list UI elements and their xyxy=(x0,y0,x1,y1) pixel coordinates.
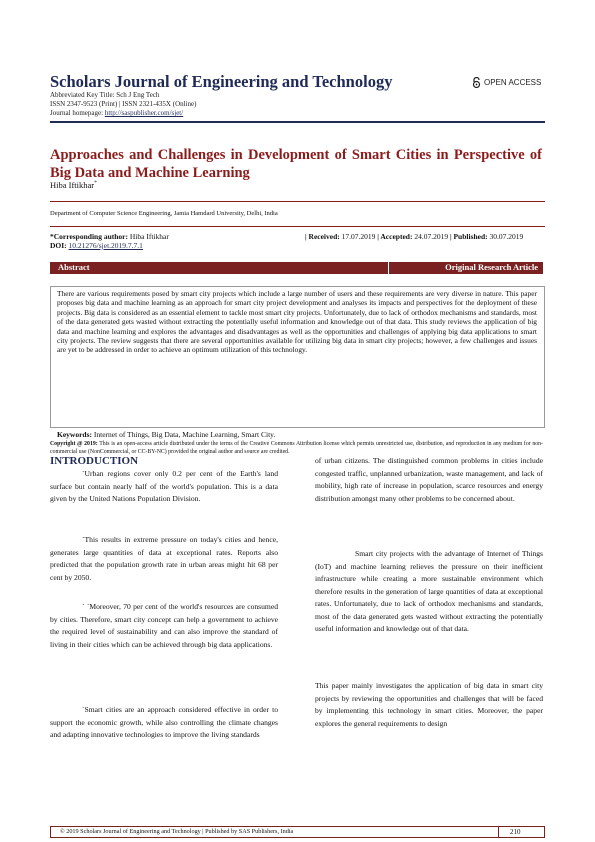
page-number: 210 xyxy=(510,828,521,836)
header-divider xyxy=(50,121,545,123)
copyright-label: Copyright @ 2019: xyxy=(50,441,98,447)
author-mark: * xyxy=(94,180,97,187)
journal-abbrev: Abbreviated Key Title: Sch J Eng Tech xyxy=(50,91,160,99)
corresponding-author xyxy=(50,232,169,241)
affiliation-divider xyxy=(50,226,545,227)
abstract-bar xyxy=(50,262,543,274)
right-paragraph-3: This paper mainly investigates the application of big data in smart city projects by reviewing the opportunities and challenges that will be faced by implementing this technology in smart cities. Moreover, the paper explores the general requirements to design xyxy=(315,681,543,728)
author-line xyxy=(50,180,97,190)
copyright-notice xyxy=(50,441,543,456)
left-paragraph-4: `Smart cities are an approach considered effective in order to support the economic growth, while also controlling the climate changes and adapting innovative technologies to improve the living standards xyxy=(50,705,278,739)
received-date: 17.07.2019 xyxy=(341,232,376,241)
title-divider xyxy=(50,201,545,202)
corr-label: *Corresponding author: xyxy=(50,232,128,241)
right-paragraph-2: Smart city projects with the advantage of Internet of Things (IoT) and machine learning relieves the pressure on their inefficient infrastructure while creating a more sustainable environment which therefore results in the generation of large quantities of data at exceptional rates. Unfortunately, due to lack of orthodox mechanisms and standards, most of the data generated gets wasted without extracting the potentially useful information and knowledge out of that data. xyxy=(315,549,543,633)
abstract-label: Abstract xyxy=(58,262,90,272)
open-access-lock-icon xyxy=(472,77,481,88)
article-type-label: Original Research Article xyxy=(445,262,538,272)
keywords-line xyxy=(57,430,275,439)
footer-text: © 2019 Scholars Journal of Engineering and Technology | Published by SAS Publishers, India xyxy=(60,828,294,835)
open-access-badge xyxy=(472,77,541,88)
left-paragraph-1: `Urban regions cover only 0.2 per cent of the Earth's land surface but contain nearly half of the world's population. This is a data given by the United Nations Population Division. xyxy=(50,469,278,503)
homepage-label: Journal homepage: xyxy=(50,109,104,117)
received-label: | Received: xyxy=(305,232,340,241)
corr-name: Hiba Iftikhar xyxy=(129,232,169,241)
accepted-date: 24.07.2019 xyxy=(414,232,449,241)
left-paragraph-2: `This results in extreme pressure on today's cities and hence, generates large quantities of data at exceptional rates. Reports also predicted that the population growth rate in urban areas might hit 68 per cent by 2050. xyxy=(50,535,278,582)
introduction-heading: INTRODUCTION xyxy=(50,455,139,467)
correspondence-block xyxy=(50,232,169,250)
author-name: Hiba Iftikhar xyxy=(50,180,95,190)
published-date: 30.07.2019 xyxy=(489,232,524,241)
dates-line xyxy=(305,232,523,241)
paper-title: Approaches and Challenges in Development of Smart Cities in Perspective of Big Data and Machine Learning xyxy=(50,147,542,181)
journal-issn: ISSN 2347-9523 (Print) | ISSN 2321-435X (Online) xyxy=(50,100,197,108)
keywords-label: Keywords: xyxy=(57,430,92,439)
published-label: | Published: xyxy=(449,232,488,241)
doi-label: DOI: xyxy=(50,241,67,250)
keywords-text: Internet of Things, Big Data, Machine Learning, Smart City. xyxy=(93,430,276,439)
right-paragraph-1: of urban citizens. The distinguished common problems in cities include congested traffic, unplanned urbanization, waste management, and lack of mobility, high rate of increase in population, scarce resources and energy distribution amongst many other problems to be concerned about. xyxy=(315,456,543,503)
journal-homepage xyxy=(50,109,183,117)
doi-line xyxy=(50,241,169,250)
homepage-link[interactable]: http://saspublisher.com/sjet/ xyxy=(104,109,184,117)
journal-title: Scholars Journal of Engineering and Technology xyxy=(50,72,393,91)
left-paragraph-3: ` `Moreover, 70 per cent of the world's resources are consumed by cities. Therefore, smart city concept can help a government to achieve the required level of sustainability and can also improve the standard of living in their cities which can be achieved through big data applications. xyxy=(50,602,278,649)
affiliation: Department of Computer Science Engineering, Jamia Hamdard University, Delhi, India xyxy=(50,210,278,217)
abstract-text: There are various requirements posed by smart city projects which include a large number of users and these requirements are very diverse in nature. This paper proposes big data and machine learning as an approach for smart city project development and analyses its impacts and perspectives for the deployment of these projects. Big data is considered as an essential element to tackle most smart city projects. Unfortunately, due to lack of orthodox mechanisms and standards, most of the data generated gets wasted without extracting the potentially useful information and knowledge out of that data. This study reviews the application of big data and machine learning and explores the advantages and disadvantages as well as the opportunities and challenges of applying big data applications to smart city projects. The review suggests that there are several opportunities available for utilizing big data in smart city projects; however, a few challenges and issues are yet to be addressed in order to achieve an optimum utilization of this technology. xyxy=(57,289,537,355)
accepted-label: | Accepted: xyxy=(377,232,413,241)
open-access-label: OPEN ACCESS xyxy=(484,78,542,87)
copyright-text: This is an open-access article distributed under the terms of the Creative Commons Attribution license which permits unrestricted use, distribution, and reproduction in any medium for non-commercial use (NonCommercial, or CC-BY-NC) provided the original author and source are credited. xyxy=(50,441,543,455)
footer-divider xyxy=(498,827,499,837)
doi-link[interactable]: 10.21276/sjet.2019.7.7.1 xyxy=(68,241,143,250)
abstract-bar-divider xyxy=(388,262,389,274)
